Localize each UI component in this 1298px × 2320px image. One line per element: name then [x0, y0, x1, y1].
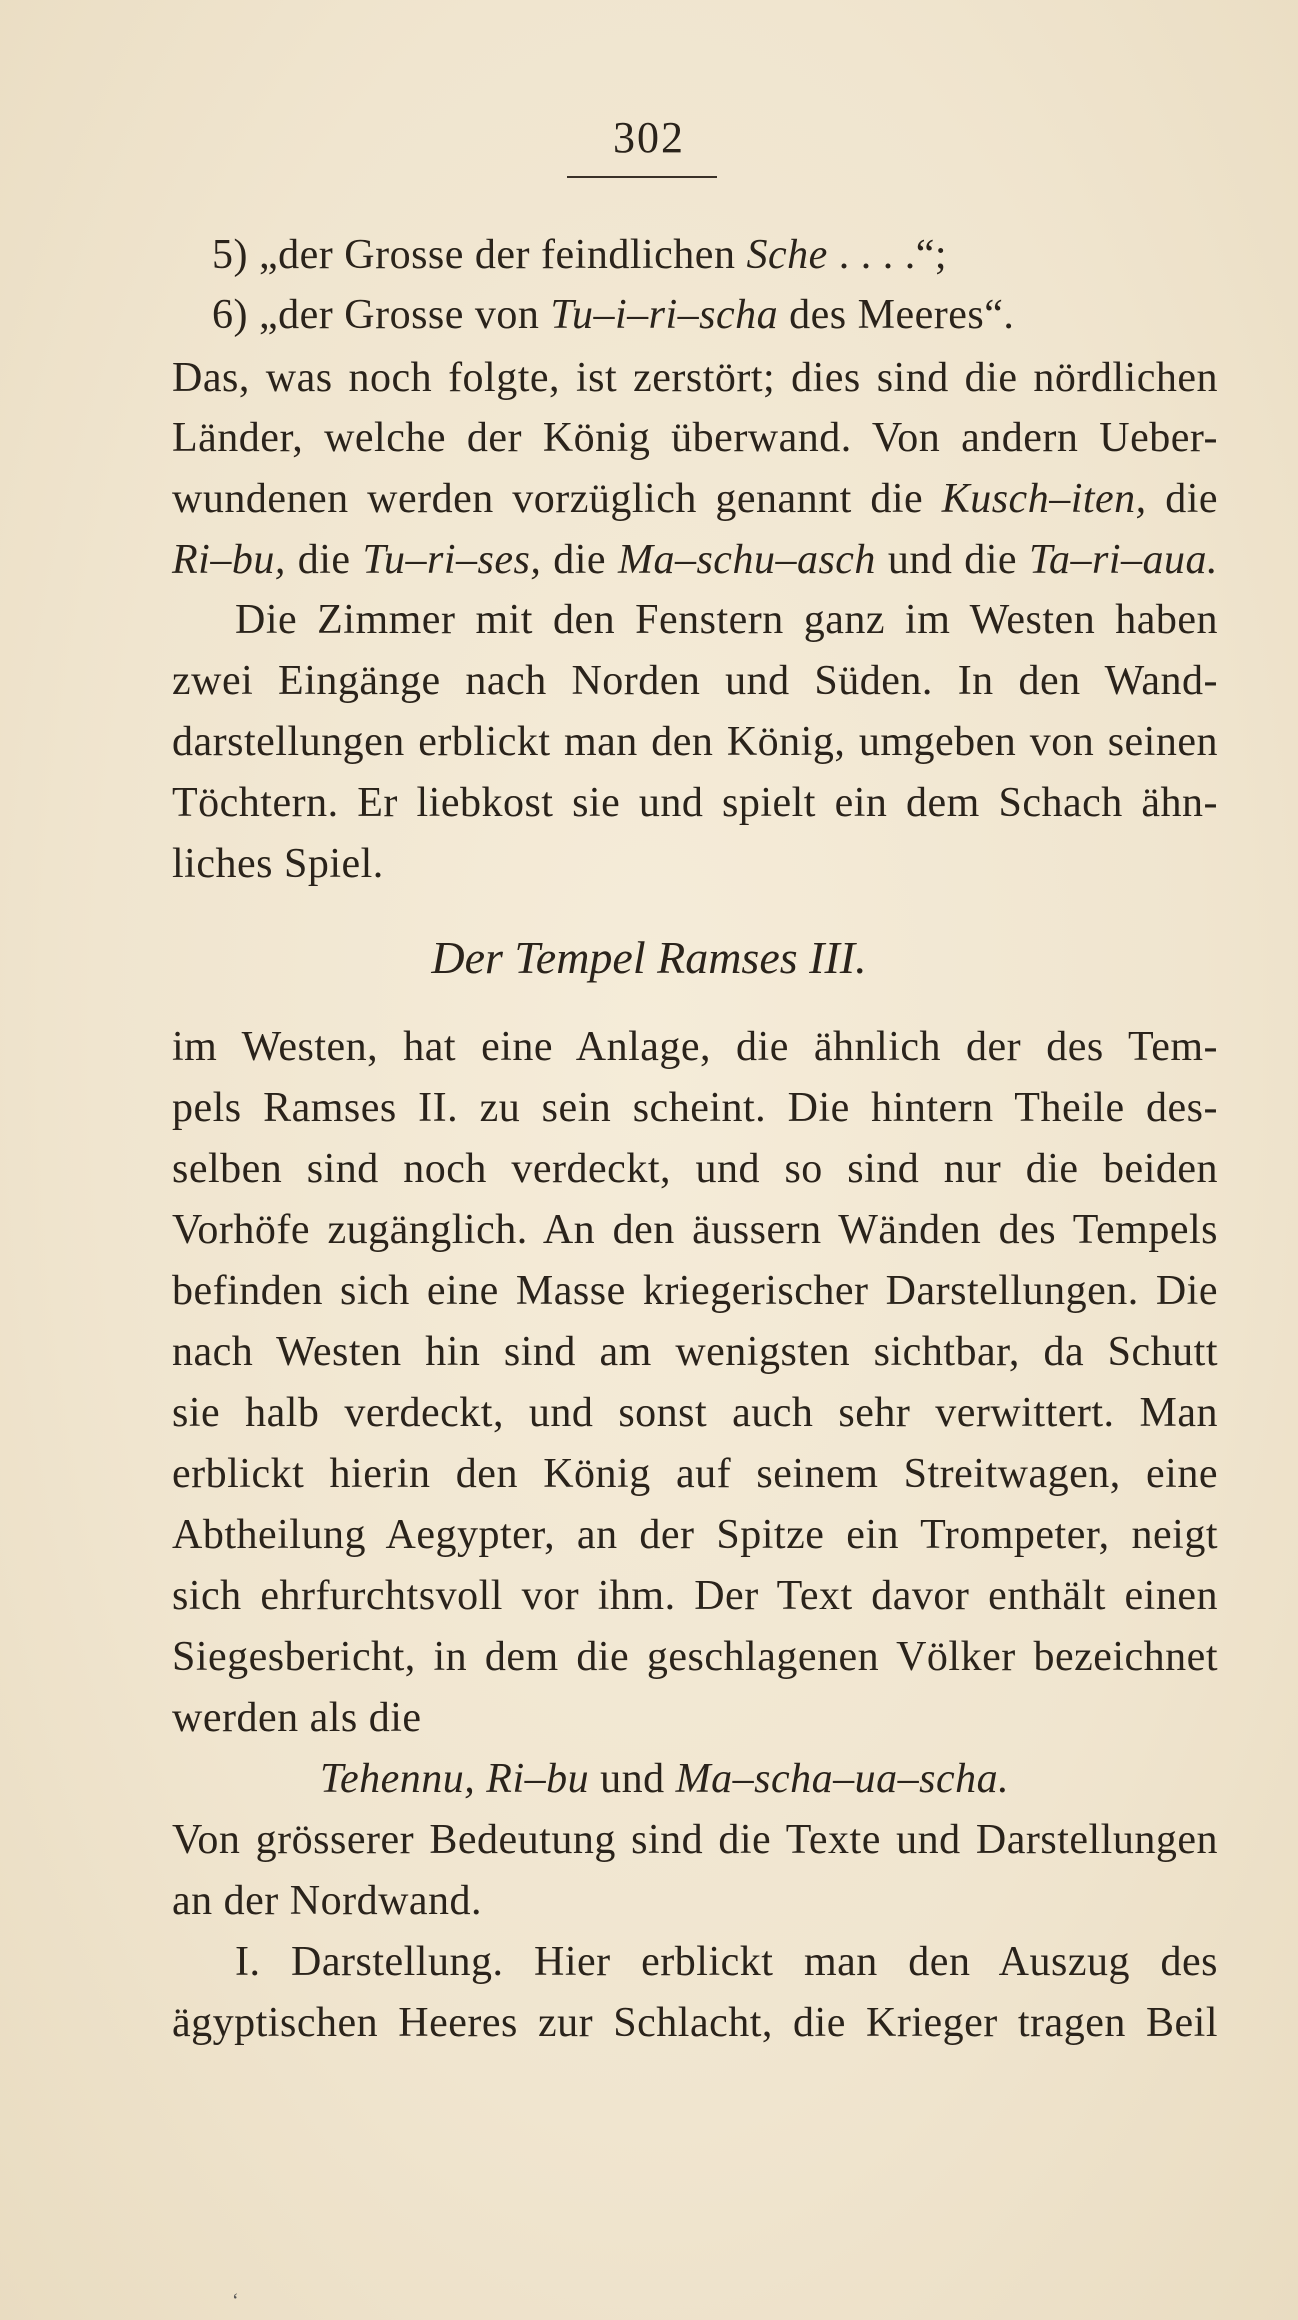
- text-line: [172, 469, 1218, 529]
- text-segment: wundenen werden vorzüglich genannt die: [172, 476, 942, 522]
- italic-term: Ma–schu–asch: [617, 537, 876, 583]
- italic-term: Tu–i–ri–scha: [550, 292, 779, 338]
- italic-term: Ri–bu,: [172, 537, 286, 583]
- text-line: [172, 530, 1218, 590]
- text-segment: sie halb verdeckt, und sonst auch sehr verwittert. Man: [172, 1390, 1218, 1436]
- text-segment: pels Ramses II. zu sein scheint. Die hintern Theile des-: [172, 1085, 1218, 1131]
- text-line: [172, 1810, 1218, 1870]
- section-heading: Der Tempel Ramses III.: [431, 932, 867, 983]
- text-segment: und die: [875, 537, 1029, 583]
- text-line: [172, 1322, 1218, 1382]
- text-line: [320, 1749, 1298, 1809]
- text-line: [172, 348, 1218, 408]
- text-segment: ägyptischen Heeres zur Schlacht, die Krieger tragen Beil: [172, 2000, 1218, 2046]
- text-line: [172, 408, 1218, 468]
- text-line: [172, 834, 1218, 894]
- text-line: [172, 1993, 1218, 2053]
- text-line: [212, 225, 1258, 285]
- text-segment: die: [285, 537, 363, 583]
- text-segment: Abtheilung Aegypter, an der Spitze ein Trompeter, neigt: [172, 1512, 1218, 1558]
- text-line: [235, 1932, 1218, 1992]
- text-line: [172, 651, 1218, 711]
- page-number: 302: [613, 113, 685, 162]
- italic-term: Tu–ri–ses,: [362, 537, 542, 583]
- header-rule: [567, 176, 717, 178]
- text-segment: liches Spiel.: [172, 841, 384, 887]
- text-line: [172, 1871, 1218, 1931]
- text-line: [172, 1505, 1218, 1565]
- text-line: [172, 773, 1218, 833]
- text-line: [235, 590, 1218, 650]
- italic-term: Ta–ri–aua.: [1028, 537, 1218, 583]
- text-segment: Vorhöfe zugänglich. An den äussern Wänden des Tempels: [172, 1207, 1218, 1253]
- text-segment: Das, was noch folgte, ist zerstört; dies sind die nördlichen: [172, 355, 1218, 401]
- text-line: [172, 1444, 1218, 1504]
- text-segment: 6) „der Grosse von: [212, 292, 551, 338]
- text-line: [172, 1200, 1218, 1260]
- italic-term: Ma–scha–ua–scha.: [675, 1756, 1010, 1802]
- text-segment: an der Nordwand.: [172, 1878, 483, 1924]
- text-segment: I. Darstellung. Hier erblickt man den Auszug des: [235, 1939, 1218, 1985]
- text-segment: befinden sich eine Masse kriegerischer Darstellungen. Die: [172, 1268, 1218, 1314]
- text-segment: darstellungen erblickt man den König, umgeben von seinen: [172, 719, 1218, 765]
- text-line: [172, 1688, 1218, 1748]
- text-segment: 5) „der Grosse der feindlichen: [212, 232, 747, 278]
- text-segment: die: [541, 537, 618, 583]
- text-line: [172, 712, 1218, 772]
- text-segment: . . . .“;: [827, 232, 948, 278]
- text-segment: selben sind noch verdeckt, und so sind nur die beiden: [172, 1146, 1218, 1192]
- text-line: [172, 1261, 1218, 1321]
- text-segment: werden als die: [172, 1695, 422, 1741]
- text-segment: zwei Eingänge nach Norden und Süden. In den Wand-: [172, 658, 1218, 704]
- text-segment: Töchtern. Er liebkost sie und spielt ein dem Schach ähn-: [172, 780, 1218, 826]
- text-segment: des Meeres“.: [778, 292, 1015, 338]
- italic-term: Tehennu, Ri–bu: [320, 1756, 590, 1802]
- text-segment: erblickt hierin den König auf seinem Streitwagen, eine: [172, 1451, 1218, 1497]
- text-segment: Siegesbericht, in dem die geschlagenen Völker bezeichnet: [172, 1634, 1218, 1680]
- italic-term: Kusch–iten,: [941, 476, 1147, 522]
- text-segment: Länder, welche der König überwand. Von andern Ueber-: [172, 415, 1218, 461]
- text-segment: nach Westen hin sind am wenigsten sichtbar, da Schutt: [172, 1329, 1218, 1375]
- text-line: [172, 1627, 1218, 1687]
- text-segment: Die Zimmer mit den Fenstern ganz im Westen haben: [235, 597, 1218, 643]
- text-line: [172, 1078, 1218, 1138]
- text-segment: die: [1146, 476, 1219, 522]
- text-segment: und: [589, 1756, 676, 1802]
- text-segment: Von grösserer Bedeutung sind die Texte und Darstellungen: [172, 1817, 1218, 1863]
- text-segment: im Westen, hat eine Anlage, die ähnlich der des Tem-: [172, 1024, 1218, 1070]
- text-line: [212, 285, 1258, 345]
- text-segment: sich ehrfurchtsvoll vor ihm. Der Text davor enthält einen: [172, 1573, 1218, 1619]
- italic-term: Sche: [746, 232, 828, 278]
- text-line: [172, 1566, 1218, 1626]
- footer-mark: ʻ: [232, 2290, 239, 2312]
- text-line: [172, 1017, 1218, 1077]
- text-line: [172, 1139, 1218, 1199]
- text-line: [172, 1383, 1218, 1443]
